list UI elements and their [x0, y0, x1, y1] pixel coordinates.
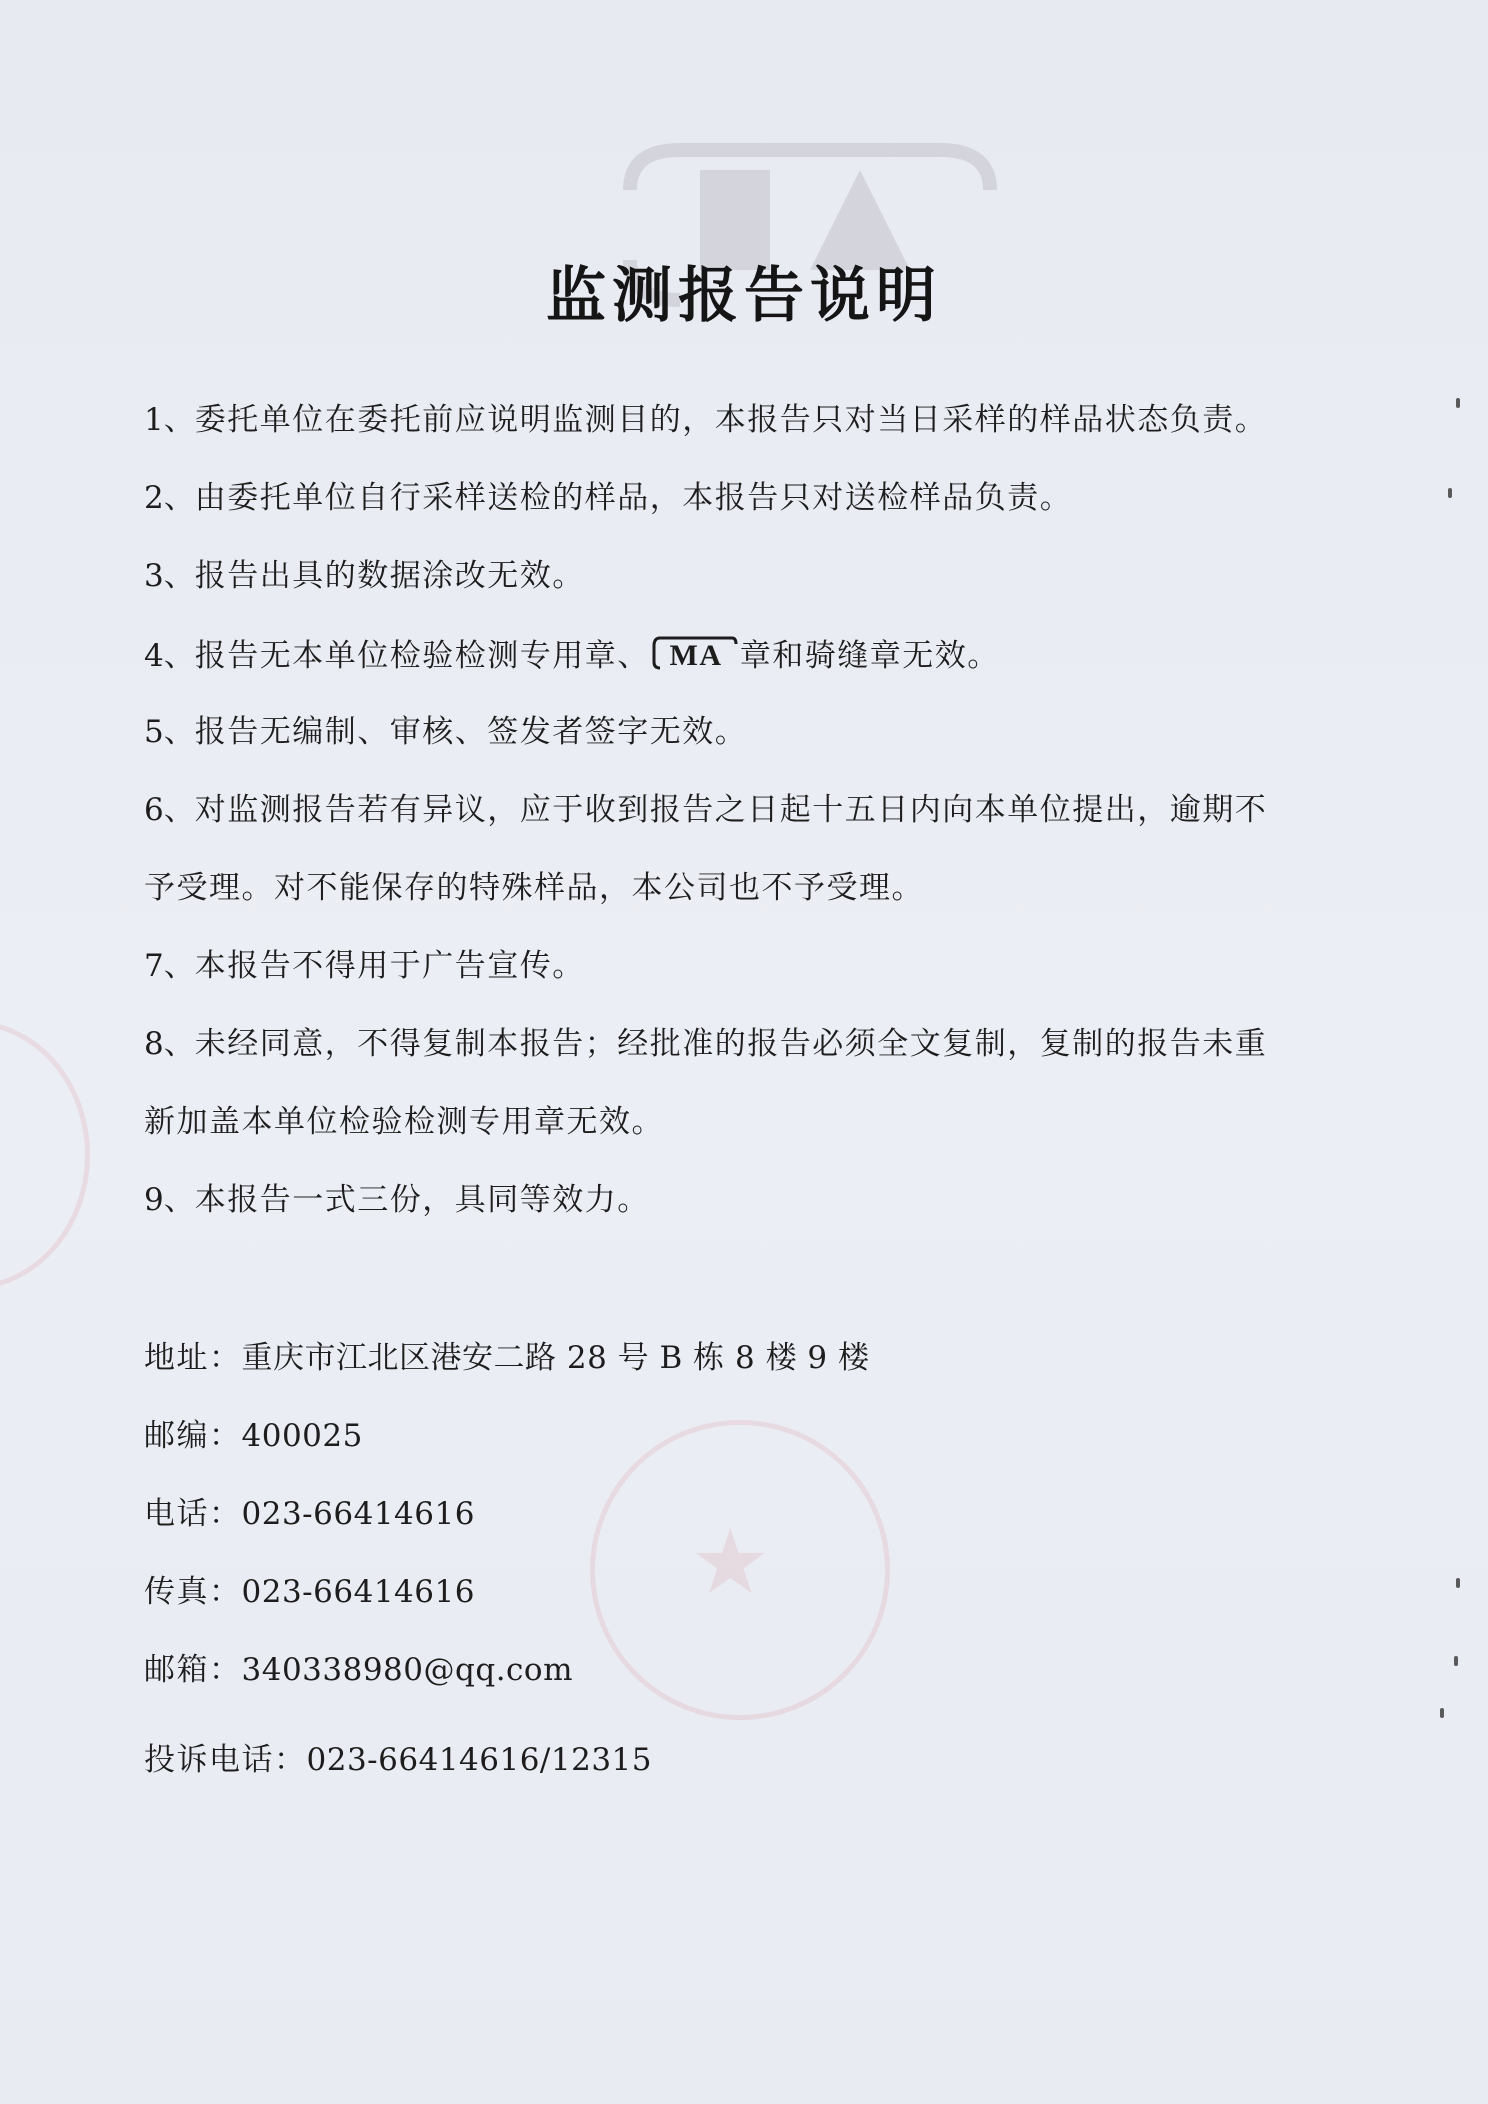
contact-complaint-phone: 投诉电话：023-66414616/12315: [144, 1742, 652, 1778]
list-item: 7、本报告不得用于广告宣传。: [144, 948, 585, 984]
edge-mark: [1454, 1656, 1458, 1666]
list-item: 3、报告出具的数据涂改无效。: [144, 558, 585, 594]
contact-address: 地址：重庆市江北区港安二路 28 号 B 栋 8 楼 9 楼: [144, 1340, 870, 1376]
list-item: 1、委托单位在委托前应说明监测目的，本报告只对当日采样的样品状态负责。: [144, 402, 1268, 438]
list-item: 2、由委托单位自行采样送检的样品，本报告只对送检样品负责。: [144, 480, 1073, 516]
list-item: 9、本报告一式三份，具同等效力。: [144, 1182, 650, 1218]
list-item: 4、报告无本单位检验检测专用章、 MA 章和骑缝章无效。: [144, 634, 1000, 676]
seal-star-icon: ★: [690, 1510, 771, 1615]
contact-phone: 电话：023-66414616: [144, 1496, 475, 1532]
list-item: 8、未经同意，不得复制本报告；经批准的报告必须全文复制，复制的报告未重 新加盖本单位检验检测专用章无效。: [144, 1026, 1268, 1140]
list-item: 5、报告无编制、审核、签发者签字无效。: [144, 714, 748, 750]
edge-mark: [1440, 1708, 1444, 1718]
red-seal-edge-imprint: [0, 1020, 90, 1290]
edge-mark: [1456, 1578, 1460, 1588]
edge-mark: [1456, 398, 1460, 408]
page-title: 监测报告说明: [546, 261, 942, 331]
list-item: 6、对监测报告若有异议，应于收到报告之日起十五日内向本单位提出，逾期不 予受理。对不能保存的特殊样品，本公司也不予受理。: [144, 792, 1268, 906]
edge-mark: [1448, 488, 1452, 498]
contact-fax: 传真：023-66414616: [144, 1574, 475, 1610]
svg-text:MA: MA: [669, 639, 723, 672]
cma-badge-icon: [652, 634, 738, 672]
contact-email: 邮箱：340338980@qq.com: [144, 1652, 573, 1688]
contact-postcode: 邮编：400025: [144, 1418, 363, 1454]
